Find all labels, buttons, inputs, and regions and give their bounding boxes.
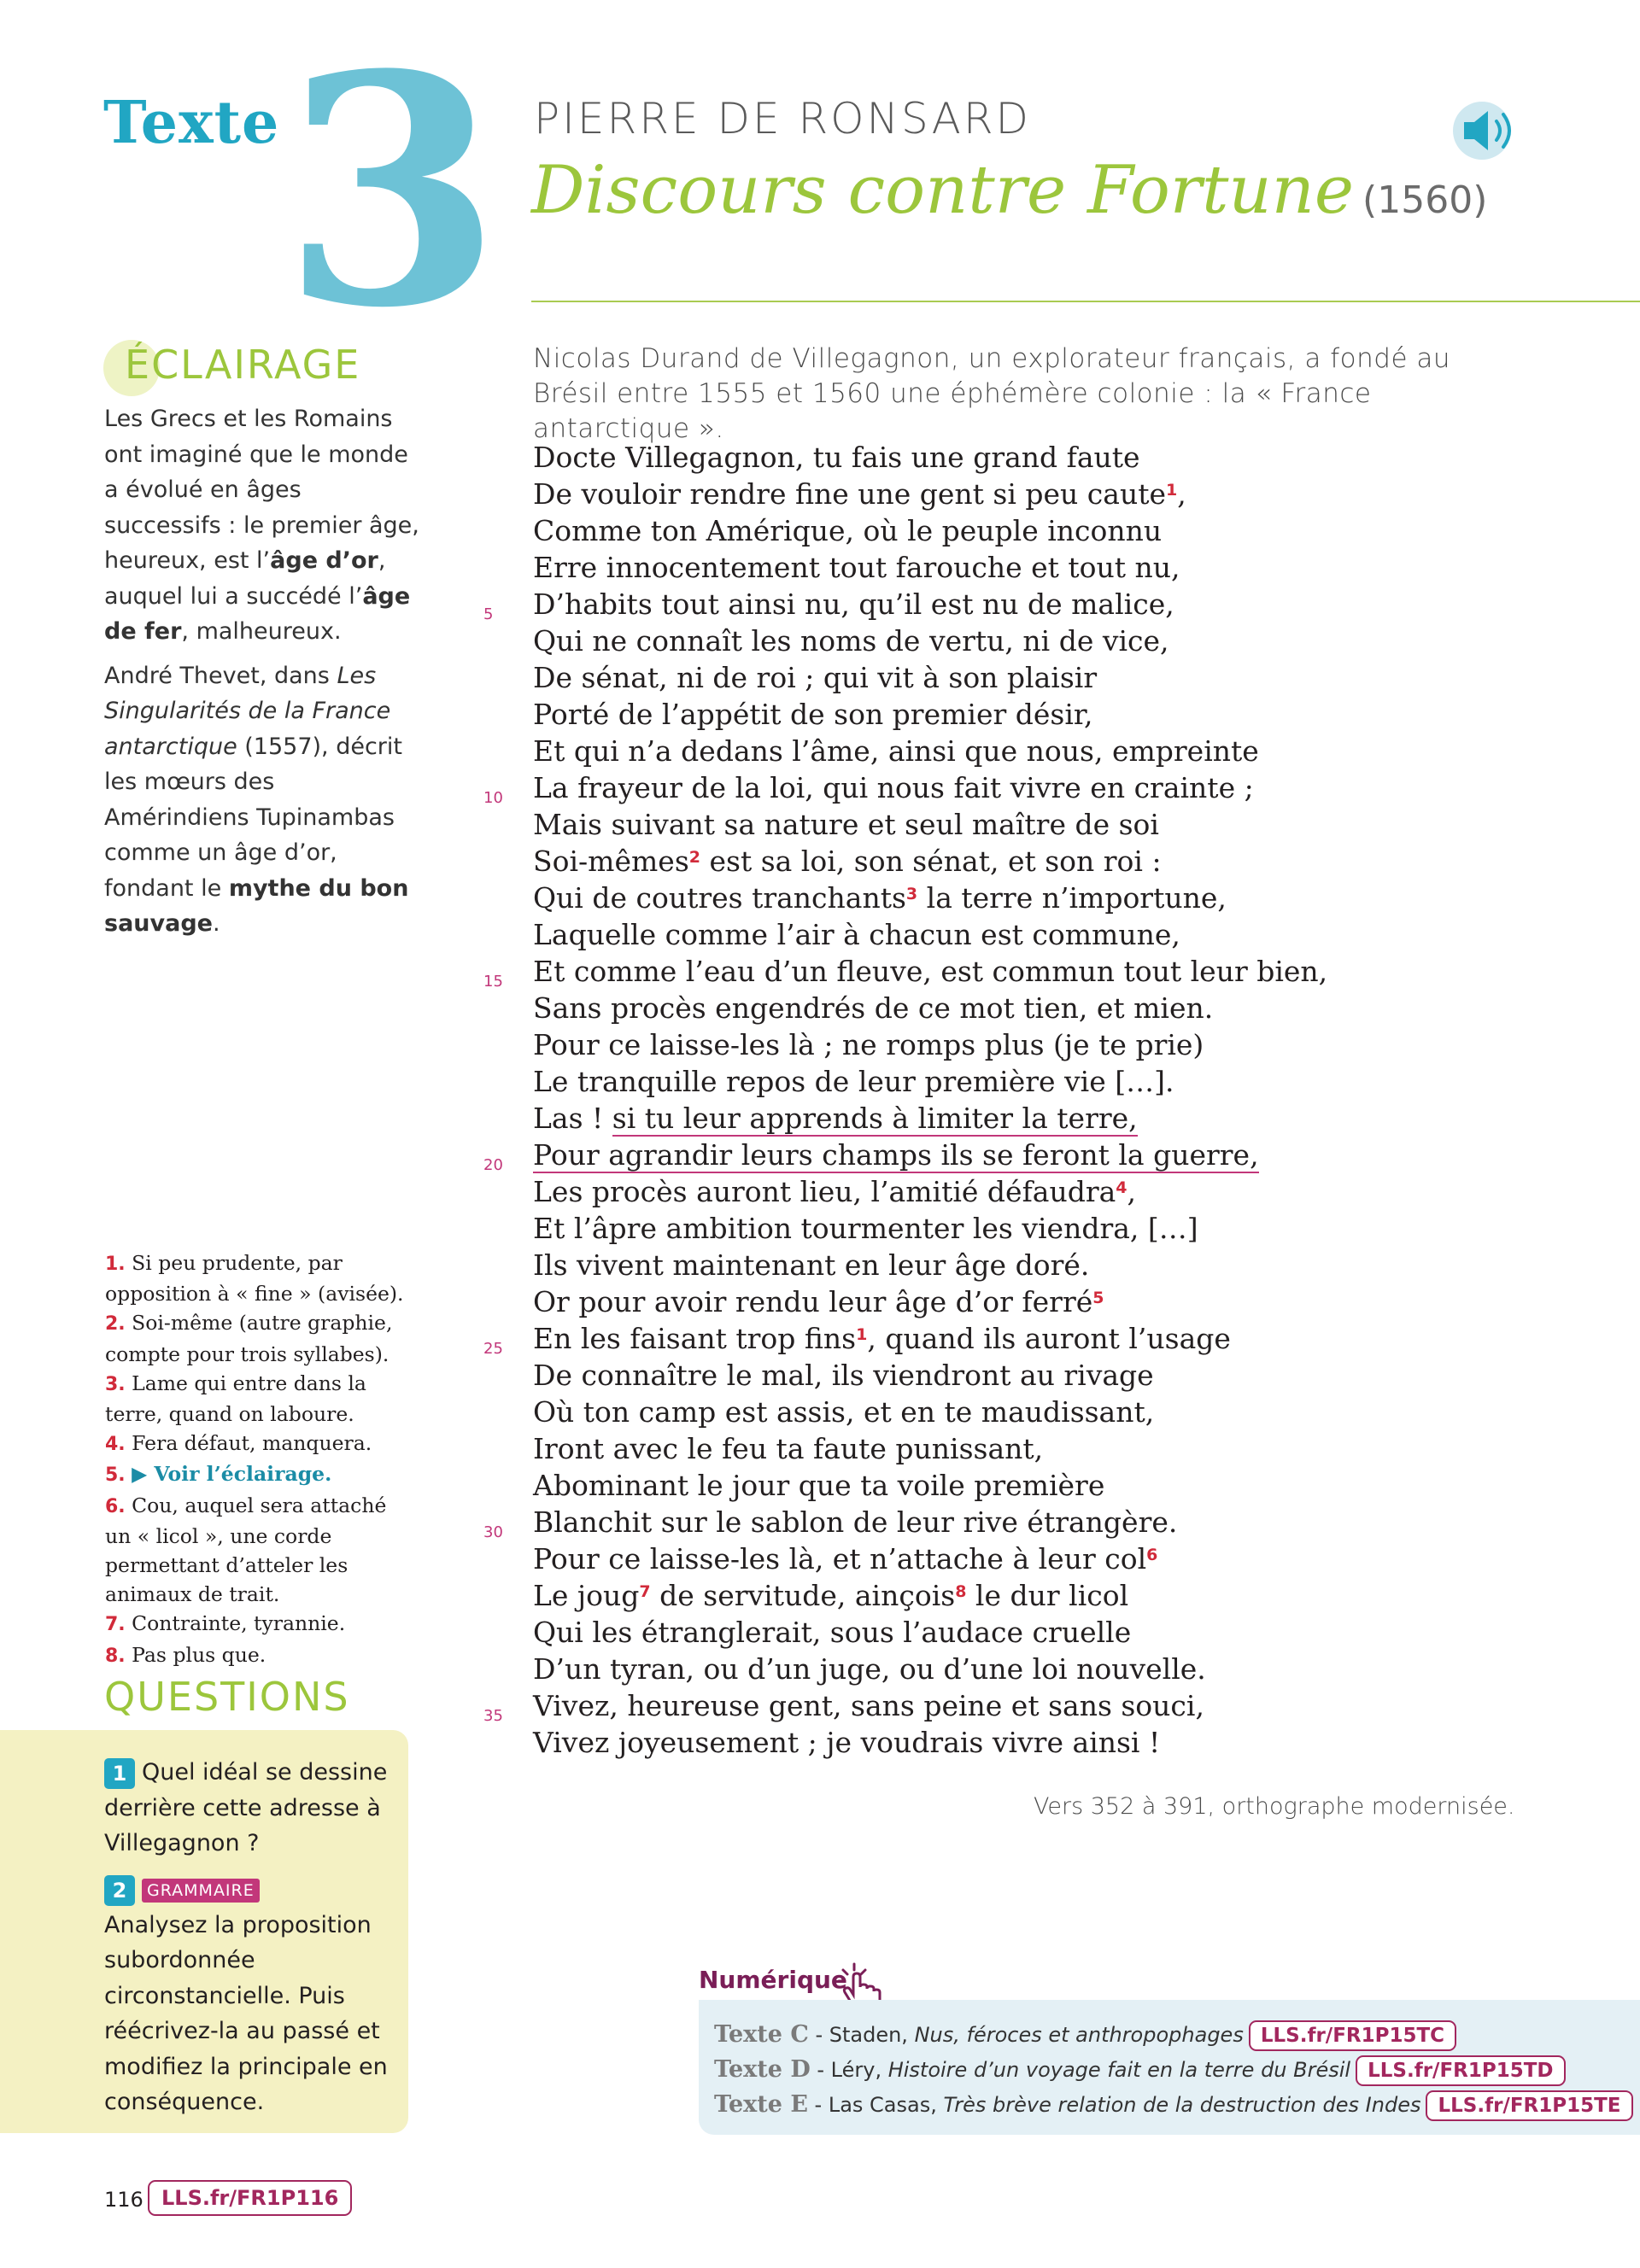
intro-text: Nicolas Durand de Villegagnon, un explorateur français, a fondé au Brésil entre 1555 et 1560 une éphémère colonie : la « France antarctique ». [533, 343, 1451, 444]
verse-line: Soi-mêmes$^2$ est sa loi, son sénat, et son roi : [533, 845, 1162, 878]
question-1: 1 Quel idéal se dessine derrière cette adresse à Villegagnon ? [104, 1759, 388, 1856]
line-number: 30 [483, 1523, 503, 1541]
title-text: Discours contre Fortune [531, 152, 1355, 229]
verse-line: Laquelle comme l’air à chacun est commune, [533, 918, 1180, 951]
footnote: 3. Lame qui entre dans la terre, quand on laboure. [105, 1371, 366, 1427]
underlined-clause: Pour agrandir leurs champs ils se feront la guerre, [533, 1138, 1259, 1172]
title-year: (1560) [1362, 178, 1488, 222]
verse-line: Comme ton Amérique, où le peuple inconnu [533, 514, 1163, 547]
footnote-link[interactable]: 5. ▶ Voir l’éclairage. [105, 1462, 332, 1487]
line-number: 20 [483, 1156, 503, 1174]
eclairage-body [104, 401, 420, 950]
questions-title: QUESTIONS [104, 1674, 350, 1720]
verse-line: Le tranquille repos de leur première vie […]. [533, 1065, 1174, 1098]
verse-line: Or pour avoir rendu leur âge d’or ferré$^5$ [533, 1285, 1104, 1318]
numerique-row-texte-d: Texte D - Léry, Histoire d’un voyage fait en la terre du Brésil LLS.fr/FR1P15TD [714, 2055, 1566, 2086]
question-2-number: 2 [104, 1875, 135, 1906]
verse-line: 15 Et comme l’eau d’un fleuve, est commun tout leur bien, [533, 953, 1327, 990]
verse-line: Erre innocentement tout farouche et tout nu, [533, 551, 1180, 584]
verse-line: De connaître le mal, ils viendront au rivage [533, 1359, 1154, 1392]
verse-line: 30 Blanchit sur le sablon de leur rive étrangère. [533, 1504, 1177, 1540]
link-badge[interactable]: LLS.fr/FR1P15TD [1356, 2055, 1565, 2086]
question-1-number: 1 [104, 1758, 135, 1789]
line-number: 10 [483, 789, 503, 807]
verse-line: 10 La frayeur de la loi, qui nous fait vivre en crainte ; [533, 769, 1254, 806]
link-badge[interactable]: LLS.fr/FR1P15TE [1426, 2090, 1632, 2121]
verse-line: Et l’âpre ambition tourmenter les viendra, […] [533, 1212, 1198, 1245]
verse-line: Qui de coutres tranchants$^3$ la terre n’importune, [533, 881, 1227, 915]
verse-line: D’un tyran, ou d’un juge, ou d’une loi nouvelle. [533, 1652, 1206, 1686]
verse-line [483, 1137, 1259, 1174]
verse-line: Sans procès engendrés de ce mot tien, et mien. [533, 991, 1214, 1025]
link-badge[interactable]: LLS.fr/FR1P15TC [1249, 2020, 1456, 2051]
numerique-label: Numérique [699, 1966, 847, 1994]
numerique-row-texte-e: Texte E - Las Casas, Très brève relation de la destruction des Indes LLS.fr/FR1P15TE [714, 2090, 1633, 2121]
footnote: 6. Cou, auquel sera attaché un « licol », une corde permettant d’atteler les animaux de trait. [105, 1493, 387, 1607]
work-title [531, 152, 1487, 229]
texte-label: Texte [103, 89, 280, 157]
verse-line: Ils vivent maintenant en leur âge doré. [533, 1248, 1090, 1282]
grammar-tag: GRAMMAIRE [142, 1879, 260, 1903]
verse-line: Et qui n’a dedans l’âme, ainsi que nous, empreinte [533, 734, 1259, 768]
verse-line: Docte Villegagnon, tu fais une grand faute [533, 441, 1140, 474]
verse-line: Porté de l’appétit de son premier désir, [533, 698, 1093, 731]
verse-line: Où ton camp est assis, et en te maudissant, [533, 1395, 1155, 1429]
verse-line: 25 En les faisant trop fins$^1$, quand ils auront l’usage [533, 1320, 1231, 1357]
underlined-clause: si tu leur apprends à limiter la terre, [612, 1102, 1138, 1135]
source-note: Vers 352 à 391, orthographe modernisée. [1034, 1793, 1515, 1820]
header-divider [531, 301, 1640, 302]
eclairage-paragraph-1: Les Grecs et les Romains ont imaginé que le monde a évolué en âges successifs : le premier âge, heureux, est l’âge d’or, auquel lui a succédé l’âge de fer, malheureux. [104, 406, 419, 645]
eclairage-title: ÉCLAIRAGE [125, 342, 361, 388]
verse-line: Mais suivant sa nature et seul maître de soi [533, 808, 1159, 841]
question-2: 2 GRAMMAIRE Analysez la proposition subordonnée circonstancielle. Puis réécrivez-la au passé et modifiez la principale en conséquence. [104, 1872, 403, 2120]
verse-line: Qui ne connaît les noms de vertu, ni de vice, [533, 624, 1169, 658]
verse-line: Pour ce laisse-les là ; ne romps plus (je te prie) [533, 1028, 1204, 1061]
footnote: 8. Pas plus que. [105, 1642, 266, 1667]
page-link-badge[interactable]: LLS.fr/FR1P116 [148, 2180, 352, 2216]
footnote: 2. Soi-même (autre graphie, compte pour trois syllabes). [105, 1311, 393, 1366]
verse-line: Las ! si tu leur apprends à limiter la terre, [533, 1102, 1138, 1135]
footnote: 1. Si peu prudente, par opposition à « fine » (avisée). [105, 1251, 404, 1306]
verse-line: Les procès auront lieu, l’amitié défaudra$^4$, [533, 1175, 1137, 1208]
footnotes [105, 1248, 417, 1671]
audio-speaker-icon[interactable] [1452, 101, 1524, 161]
eclairage-paragraph-2: André Thevet, dans Les Singularités de la France antarctique (1557), décrit les mœurs des Amérindiens Tupinambas comme un âge d’or, fondant le mythe du bon sauvage. [104, 662, 409, 937]
page-number: 116 [104, 2188, 144, 2212]
verse-line: 5 D’habits tout ainsi nu, qu’il est nu de malice, [533, 586, 1174, 623]
verse-line: De vouloir rendre fine une gent si peu caute$^1$, [533, 477, 1186, 511]
line-number: 25 [483, 1340, 503, 1358]
verse-line: Vivez joyeusement ; je voudrais vivre ainsi ! [533, 1726, 1161, 1759]
verse-line: De sénat, ni de roi ; qui vit à son plaisir [533, 661, 1098, 694]
verse-line: Iront avec le feu ta faute punissant, [533, 1432, 1044, 1465]
line-number: 15 [483, 973, 503, 991]
author-name: PIERRE DE RONSARD [534, 94, 1032, 143]
line-number: 35 [483, 1707, 503, 1725]
footnote: 4. Fera défaut, manquera. [105, 1431, 372, 1456]
verse-line: Abominant le jour que ta voile première [533, 1469, 1105, 1502]
verse-line: Qui les étranglerait, sous l’audace cruelle [533, 1616, 1132, 1649]
verse-line: Le joug$^7$ de servitude, ainçois$^8$ le dur licol [533, 1579, 1129, 1612]
numerique-row-texte-c: Texte C - Staden, Nus, féroces et anthropophages LLS.fr/FR1P15TC [714, 2020, 1456, 2051]
verse-line: Pour ce laisse-les là, et n’attache à leur col$^6$ [533, 1542, 1158, 1575]
verse-line: 35 Vivez, heureuse gent, sans peine et sans souci, [533, 1687, 1204, 1724]
footnote: 7. Contrainte, tyrannie. [105, 1611, 346, 1636]
texte-number: 3 [282, 7, 502, 377]
line-number: 5 [483, 605, 494, 623]
